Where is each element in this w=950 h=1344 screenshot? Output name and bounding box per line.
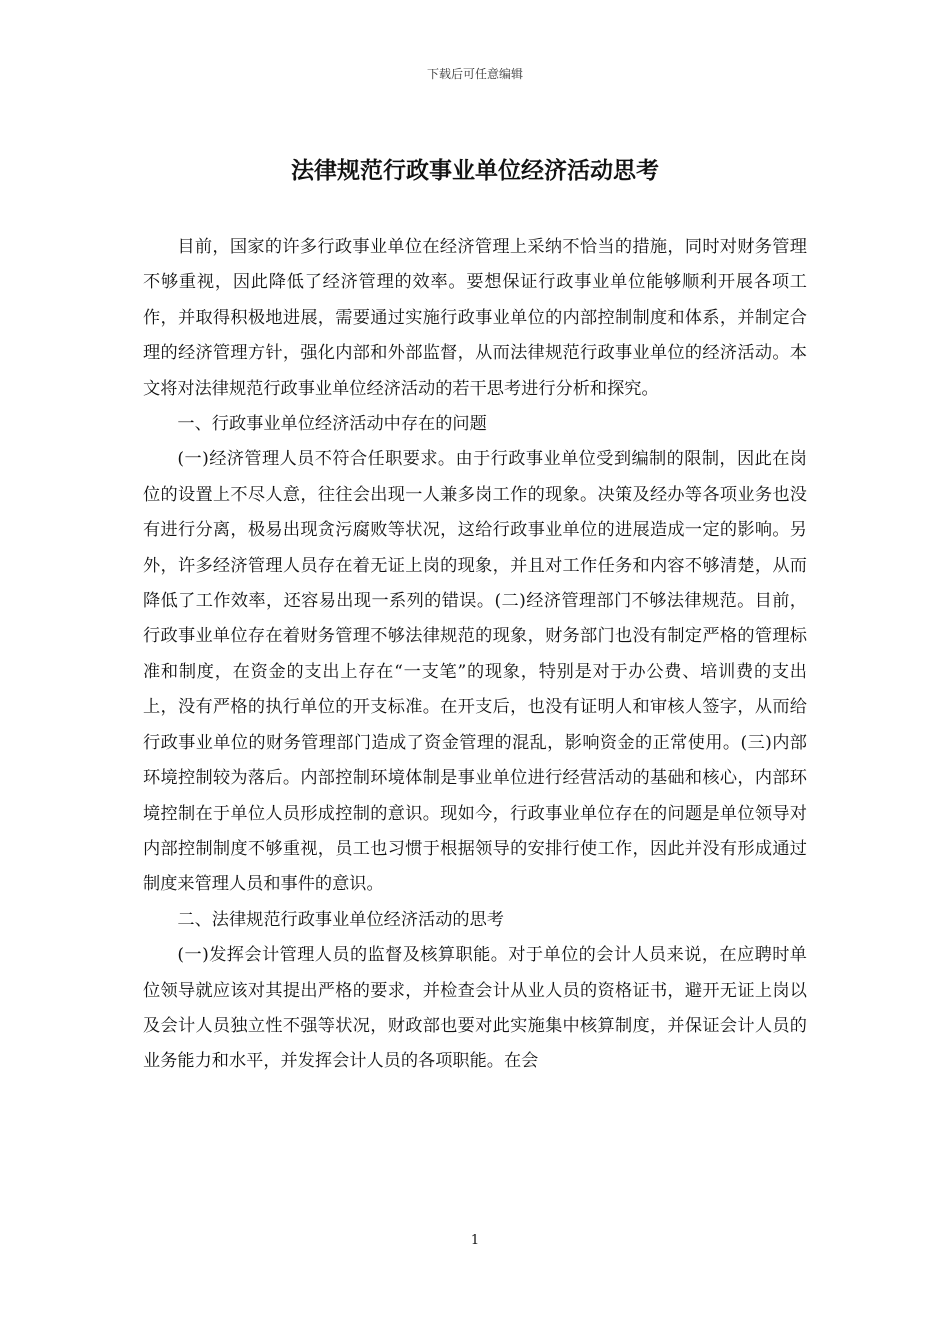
document-title: 法律规范行政事业单位经济活动思考 <box>291 158 659 184</box>
page-number: 1 <box>470 1233 480 1248</box>
paragraph-problems: (一)经济管理人员不符合任职要求。由于行政事业单位受到编制的限制，因此在岗位的设置上不尽人意，往往会出现一人兼多岗工作的现象。决策及经办等各项业务也没有进行分离，极易出现贪污腐败等状况，这给行政事业单位的进展造成一定的影响。另外，许多经济管理人员存在着无证上岗的现象，并且对工作任务和内容不够清楚，从而降低了工作效率，还容易出现一系列的错误。(二)经济管理部门不够法律规范。目前，行政事业单位存在着财务管理不够法律规范的现象，财务部门也没有制定严格的管理标准和制度，在资金的支出上存在“一支笔”的现象，特别是对于办公费、培训费的支出上，没有严格的执行单位的开支标准。在开支后，也没有证明人和审核人签字，从而给行政事业单位的财务管理部门造成了资金管理的混乱，影响资金的正常使用。(三)内部环境控制较为落后。内部控制环境体制是事业单位进行经营活动的基础和核心，内部环境控制在于单位人员形成控制的意识。现如今，行政事业单位存在的问题是单位领导对内部控制制度不够重视，员工也习惯于根据领导的安排行使工作，因此并没有形成通过制度来管理人员和事件的意识。 <box>143 449 807 895</box>
header-note: 下载后可任意编辑 <box>426 67 523 81</box>
document-body <box>143 230 807 1080</box>
section-heading-1: 一、行政事业单位经济活动中存在的问题 <box>177 414 487 435</box>
paragraph-intro: 目前，国家的许多行政事业单位在经济管理上采纳不恰当的措施，同时对财务管理不够重视，因此降低了经济管理的效率。要想保证行政事业单位能够顺利开展各项工作，并取得积极地进展，需要通过实施行政事业单位的内部控制制度和体系，并制定合理的经济管理方针，强化内部和外部监督，从而法律规范行政事业单位的经济活动。本文将对法律规范行政事业单位经济活动的若干思考进行分析和探究。 <box>143 237 807 399</box>
section-heading-2: 二、法律规范行政事业单位经济活动的思考 <box>177 909 504 930</box>
paragraph-measures: (一)发挥会计管理人员的监督及核算职能。对于单位的会计人员来说，在应聘时单位领导就应该对其提出严格的要求，并检查会计从业人员的资格证书，避开无证上岗以及会计人员独立性不强等状况，财政部也要对此实施集中核算制度，并保证会计人员的业务能力和水平，并发挥会计人员的各项职能。在会 <box>143 945 807 1072</box>
